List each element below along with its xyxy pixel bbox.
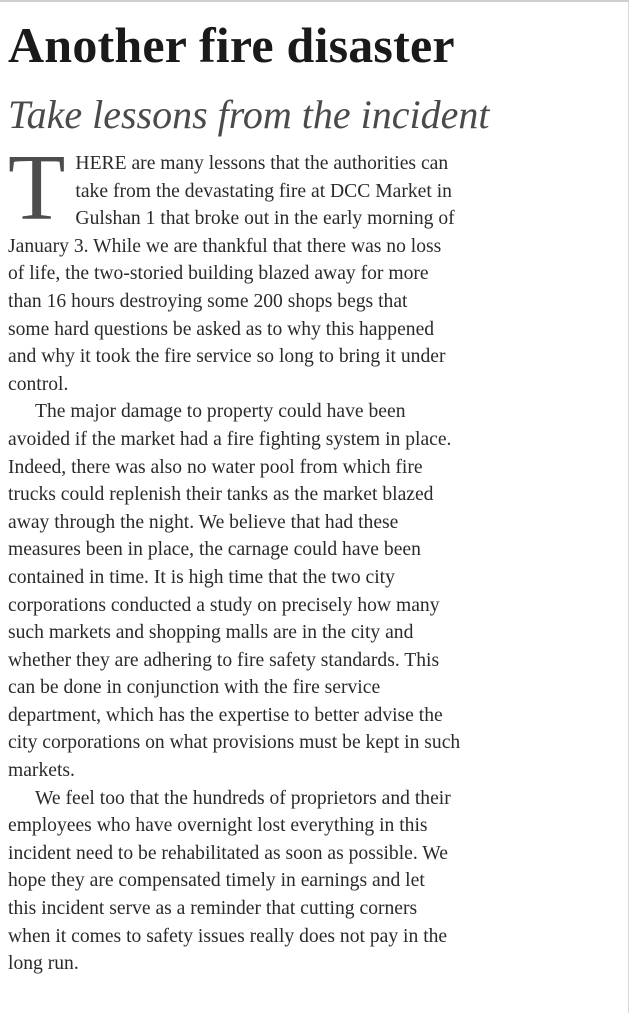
text-line: away through the night. We believe that had these bbox=[8, 511, 399, 533]
text-line: than 16 hours destroying some 200 shops begs that bbox=[8, 290, 408, 312]
drop-cap: T bbox=[8, 136, 66, 240]
headline: Another fire disaster bbox=[8, 17, 455, 73]
paragraph-2 bbox=[8, 398, 623, 784]
text-line: The major damage to property could have been bbox=[35, 401, 406, 423]
text-line: markets. bbox=[8, 760, 75, 782]
article-body bbox=[8, 136, 623, 978]
text-line: this incident serve as a reminder that cutting corners bbox=[8, 898, 418, 920]
text-line: such markets and shopping malls are in the city and bbox=[8, 622, 414, 644]
text-line: Indeed, there was also no water pool from which fire bbox=[8, 456, 423, 478]
text-line: some hard questions be asked as to why this happened bbox=[8, 318, 435, 340]
text-line: hope they are compensated timely in earnings and let bbox=[8, 870, 425, 892]
text-line: trucks could replenish their tanks as the market blazed bbox=[8, 484, 434, 506]
text-line: and why it took the fire service so long to bring it under bbox=[8, 346, 446, 368]
text-line: long run. bbox=[8, 953, 79, 975]
text-line: contained in time. It is high time that the two city bbox=[8, 566, 395, 588]
text-line: whether they are adhering to fire safety standards. This bbox=[8, 649, 440, 671]
text-line: Gulshan 1 that broke out in the early morning of bbox=[75, 208, 455, 230]
top-rule bbox=[0, 0, 629, 2]
text-line: We feel too that the hundreds of proprietors and their bbox=[35, 787, 451, 809]
paragraph-3 bbox=[8, 785, 623, 978]
text-line: January 3. While we are thankful that there was no loss bbox=[8, 235, 442, 257]
text-line: department, which has the expertise to better advise the bbox=[8, 704, 443, 726]
text-line: corporations conducted a study on precisely how many bbox=[8, 594, 440, 616]
text-line: when it comes to safety issues really does not pay in the bbox=[8, 925, 448, 947]
text-line: employees who have overnight lost everything in this bbox=[8, 815, 428, 837]
text-line: avoided if the market had a fire fighting system in place. bbox=[8, 428, 452, 450]
text-line: city corporations on what provisions must be kept in such bbox=[8, 732, 461, 754]
subheadline: Take lessons from the incident bbox=[8, 92, 490, 137]
text-line: of life, the two-storied building blazed away for more bbox=[8, 263, 429, 285]
text-line: take from the devastating fire at DCC Market in bbox=[75, 180, 452, 202]
text-line: measures been in place, the carnage could have been bbox=[8, 539, 421, 561]
text-line: can be done in conjunction with the fire service bbox=[8, 677, 381, 699]
text-line: HERE are many lessons that the authorities can bbox=[75, 153, 449, 174]
text-line: incident need to be rehabilitated as soon as possible. We bbox=[8, 842, 448, 864]
text-line: control. bbox=[8, 373, 69, 395]
paragraph-1 bbox=[8, 136, 623, 398]
